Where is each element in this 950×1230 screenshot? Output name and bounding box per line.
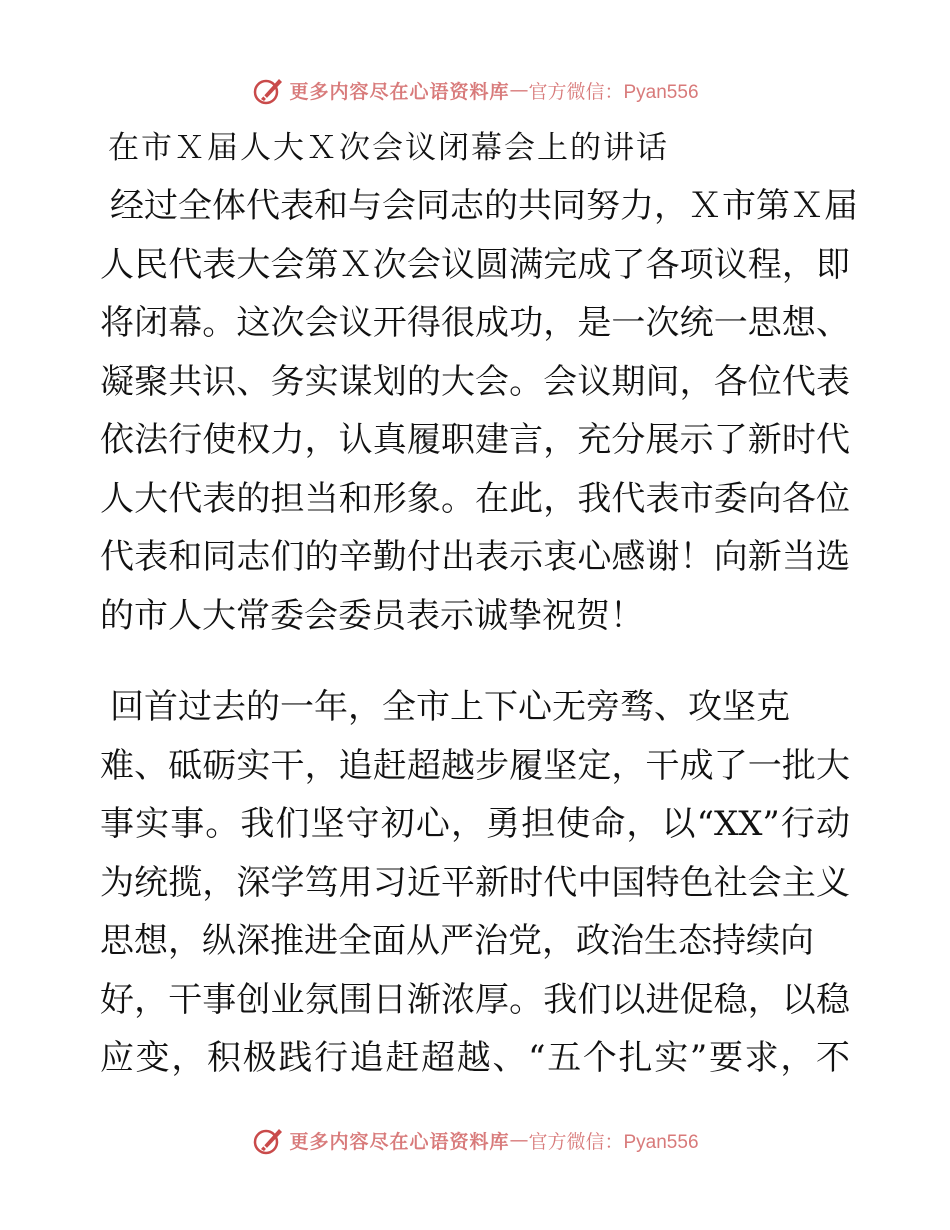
- paragraph-line: 回首过去的一年，全市上下心无旁骛、攻坚克: [110, 687, 790, 727]
- watermark-banner-top: [0, 70, 950, 110]
- paragraph-line: 依法行使权力，认真履职建言，充分展示了新时代: [100, 420, 850, 460]
- paragraph-line: 应变，积极践行追赶超越、“五个扎实”要求，不: [100, 1038, 850, 1078]
- paragraph-line: 代表和同志们的辛勤付出表示衷心感谢！向新当选: [100, 537, 850, 577]
- watermark-contact: 官方微信：Pyan556: [528, 81, 699, 103]
- quill-pen-logo-icon: [251, 73, 285, 107]
- paragraph-2: [100, 678, 850, 1088]
- paragraph-line: 好，干事创业氛围日渐浓厚。我们以进促稳，以稳: [100, 979, 850, 1020]
- watermark-separator: —: [509, 79, 529, 101]
- paragraph-line: 人大代表的担当和形象。在此，我代表市委向各位: [100, 478, 850, 519]
- paragraph-line: 人民代表大会第Ｘ次会议圆满完成了各项议程，即: [100, 244, 850, 285]
- paragraph-line: 为统揽，深学笃用习近平新时代中国特色社会主义: [100, 862, 850, 903]
- paragraph-line: 凝聚共识、务实谋划的大会。会议期间，各位代表: [100, 361, 850, 402]
- watermark-contact: 官方微信：Pyan556: [528, 1131, 699, 1153]
- paragraph-line: 思想，纵深推进全面从严治党，政治生态持续向: [100, 921, 814, 961]
- quill-pen-logo-icon: [251, 1123, 285, 1157]
- paragraph-line: 事实事。我们坚守初心，勇担使命，以“XX”行动: [100, 804, 850, 844]
- watermark-separator: —: [509, 1129, 529, 1151]
- paragraph-line: 经过全体代表和与会同志的共同努力，Ｘ市第Ｘ届: [110, 186, 858, 226]
- paragraph-1: [100, 177, 858, 645]
- watermark-text: 更多内容尽在心语资料库: [289, 1130, 510, 1153]
- paragraph-line: 的市人大常委会委员表示诚挚祝贺！: [100, 595, 644, 636]
- watermark-banner-bottom: [0, 1120, 950, 1160]
- watermark-text: 更多内容尽在心语资料库: [289, 80, 510, 103]
- paragraph-line: 将闭幕。这次会议开得很成功，是一次统一思想、: [100, 303, 850, 343]
- document-title: 在市Ｘ届人大Ｘ次会议闭幕会上的讲话: [108, 130, 669, 166]
- paragraph-line: 难、砥砺实干，追赶超越步履坚定，干成了一批大: [100, 745, 850, 786]
